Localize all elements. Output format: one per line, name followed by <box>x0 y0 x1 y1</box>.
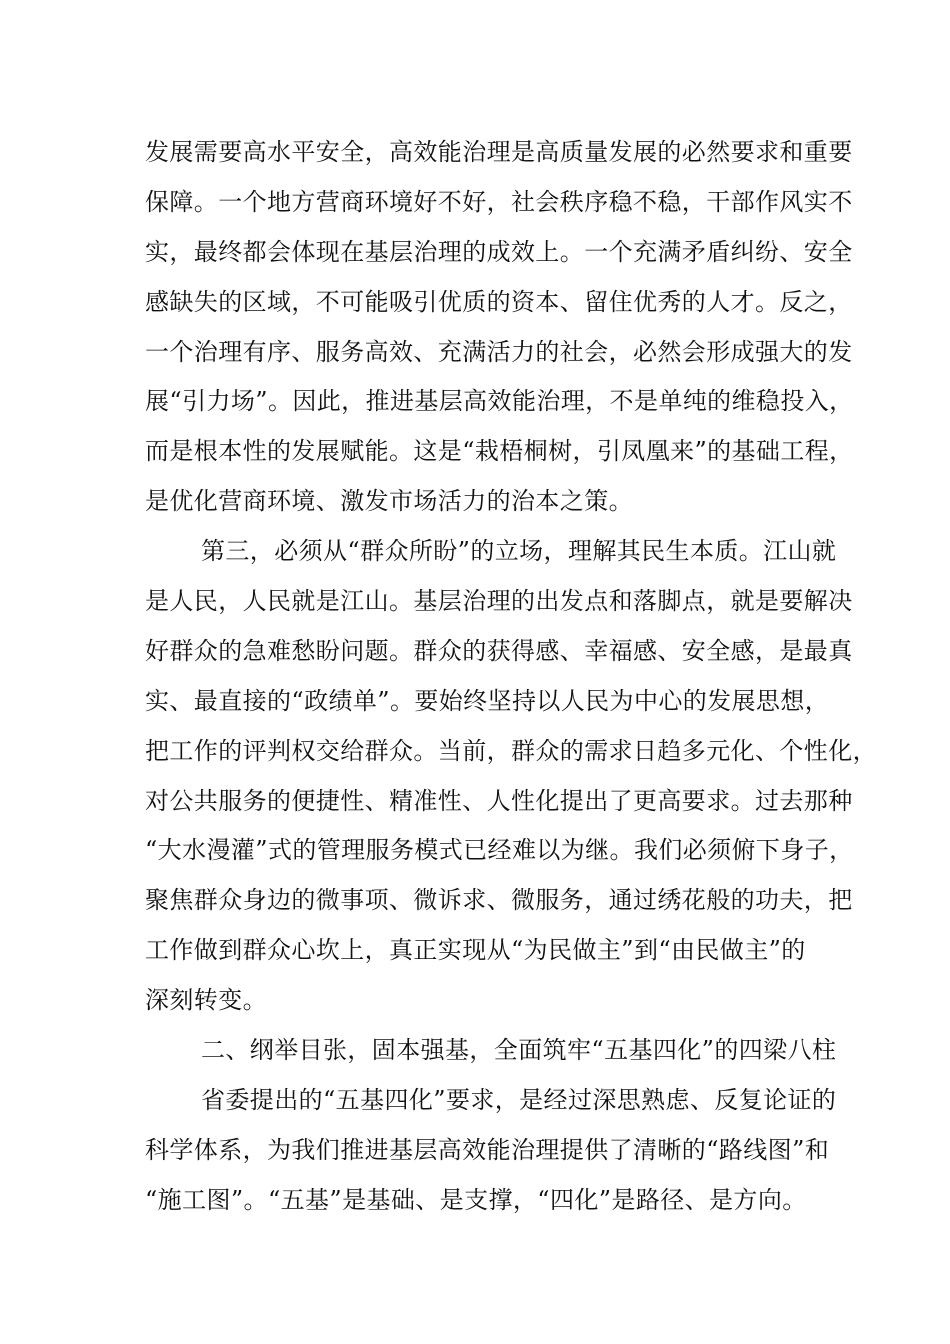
text-line: 把工作的评判权交给群众。当前，群众的需求日趋多元化、个性化， <box>145 736 877 765</box>
text-line: 是优化营商环境、激发市场活力的治本之策。 <box>145 487 633 516</box>
text-line: 省委提出的“五基四化”要求，是经过深思熟虑、反复论证的 <box>201 1085 837 1114</box>
text-line: 而是根本性的发展赋能。这是“栽梧桐树，引凤凰来”的基础工程， <box>145 437 854 466</box>
text-line: 一个治理有序、服务高效、充满活力的社会，必然会形成强大的发 <box>145 337 853 366</box>
text-line: 感缺失的区域，不可能吸引优质的资本、留住优秀的人才。反之， <box>145 287 853 316</box>
text-line: 保障。一个地方营商环境好不好，社会秩序稳不稳，干部作风实不 <box>145 187 853 216</box>
text-line: 实，最终都会体现在基层治理的成效上。一个充满矛盾纠纷、安全 <box>145 237 853 266</box>
section-heading <box>145 1032 837 1082</box>
document-page <box>145 134 877 1232</box>
paragraph <box>145 533 877 1032</box>
text-line: 第三，必须从“群众所盼”的立场，理解其民生本质。江山就 <box>201 537 837 566</box>
paragraph <box>145 1082 837 1232</box>
text-line: 科学体系，为我们推进基层高效能治理提供了清晰的“路线图”和 <box>145 1135 830 1164</box>
paragraph <box>145 134 854 533</box>
text-line: “施工图”。“五基”是基础、是支撑，“四化”是路径、是方向。 <box>145 1185 807 1214</box>
heading-line: 二、纲举目张，固本强基，全面筑牢“五基四化”的四梁八柱 <box>201 1036 837 1065</box>
text-line: 工作做到群众心坎上，真正实现从“为民做主”到“由民做主”的 <box>145 936 806 965</box>
text-line: 好群众的急难愁盼问题。群众的获得感、幸福感、安全感，是最真 <box>145 636 853 665</box>
text-line: 展“引力场”。因此，推进基层高效能治理，不是单纯的维稳投入， <box>145 387 854 416</box>
text-line: 聚焦群众身边的微事项、微诉求、微服务，通过绣花般的功夫，把 <box>145 886 853 915</box>
text-line: 是人民，人民就是江山。基层治理的出发点和落脚点，就是要解决 <box>145 587 853 616</box>
text-line: 发展需要高水平安全，高效能治理是高质量发展的必然要求和重要 <box>145 138 853 166</box>
text-line: “大水漫灌”式的管理服务模式已经难以为继。我们必须俯下身子， <box>145 836 854 865</box>
text-line: 对公共服务的便捷性、精准性、人性化提出了更高要求。过去那种 <box>145 786 853 815</box>
text-line: 深刻转变。 <box>145 986 267 1015</box>
text-line: 实、最直接的“政绩单”。要始终坚持以人民为中心的发展思想， <box>145 686 830 715</box>
